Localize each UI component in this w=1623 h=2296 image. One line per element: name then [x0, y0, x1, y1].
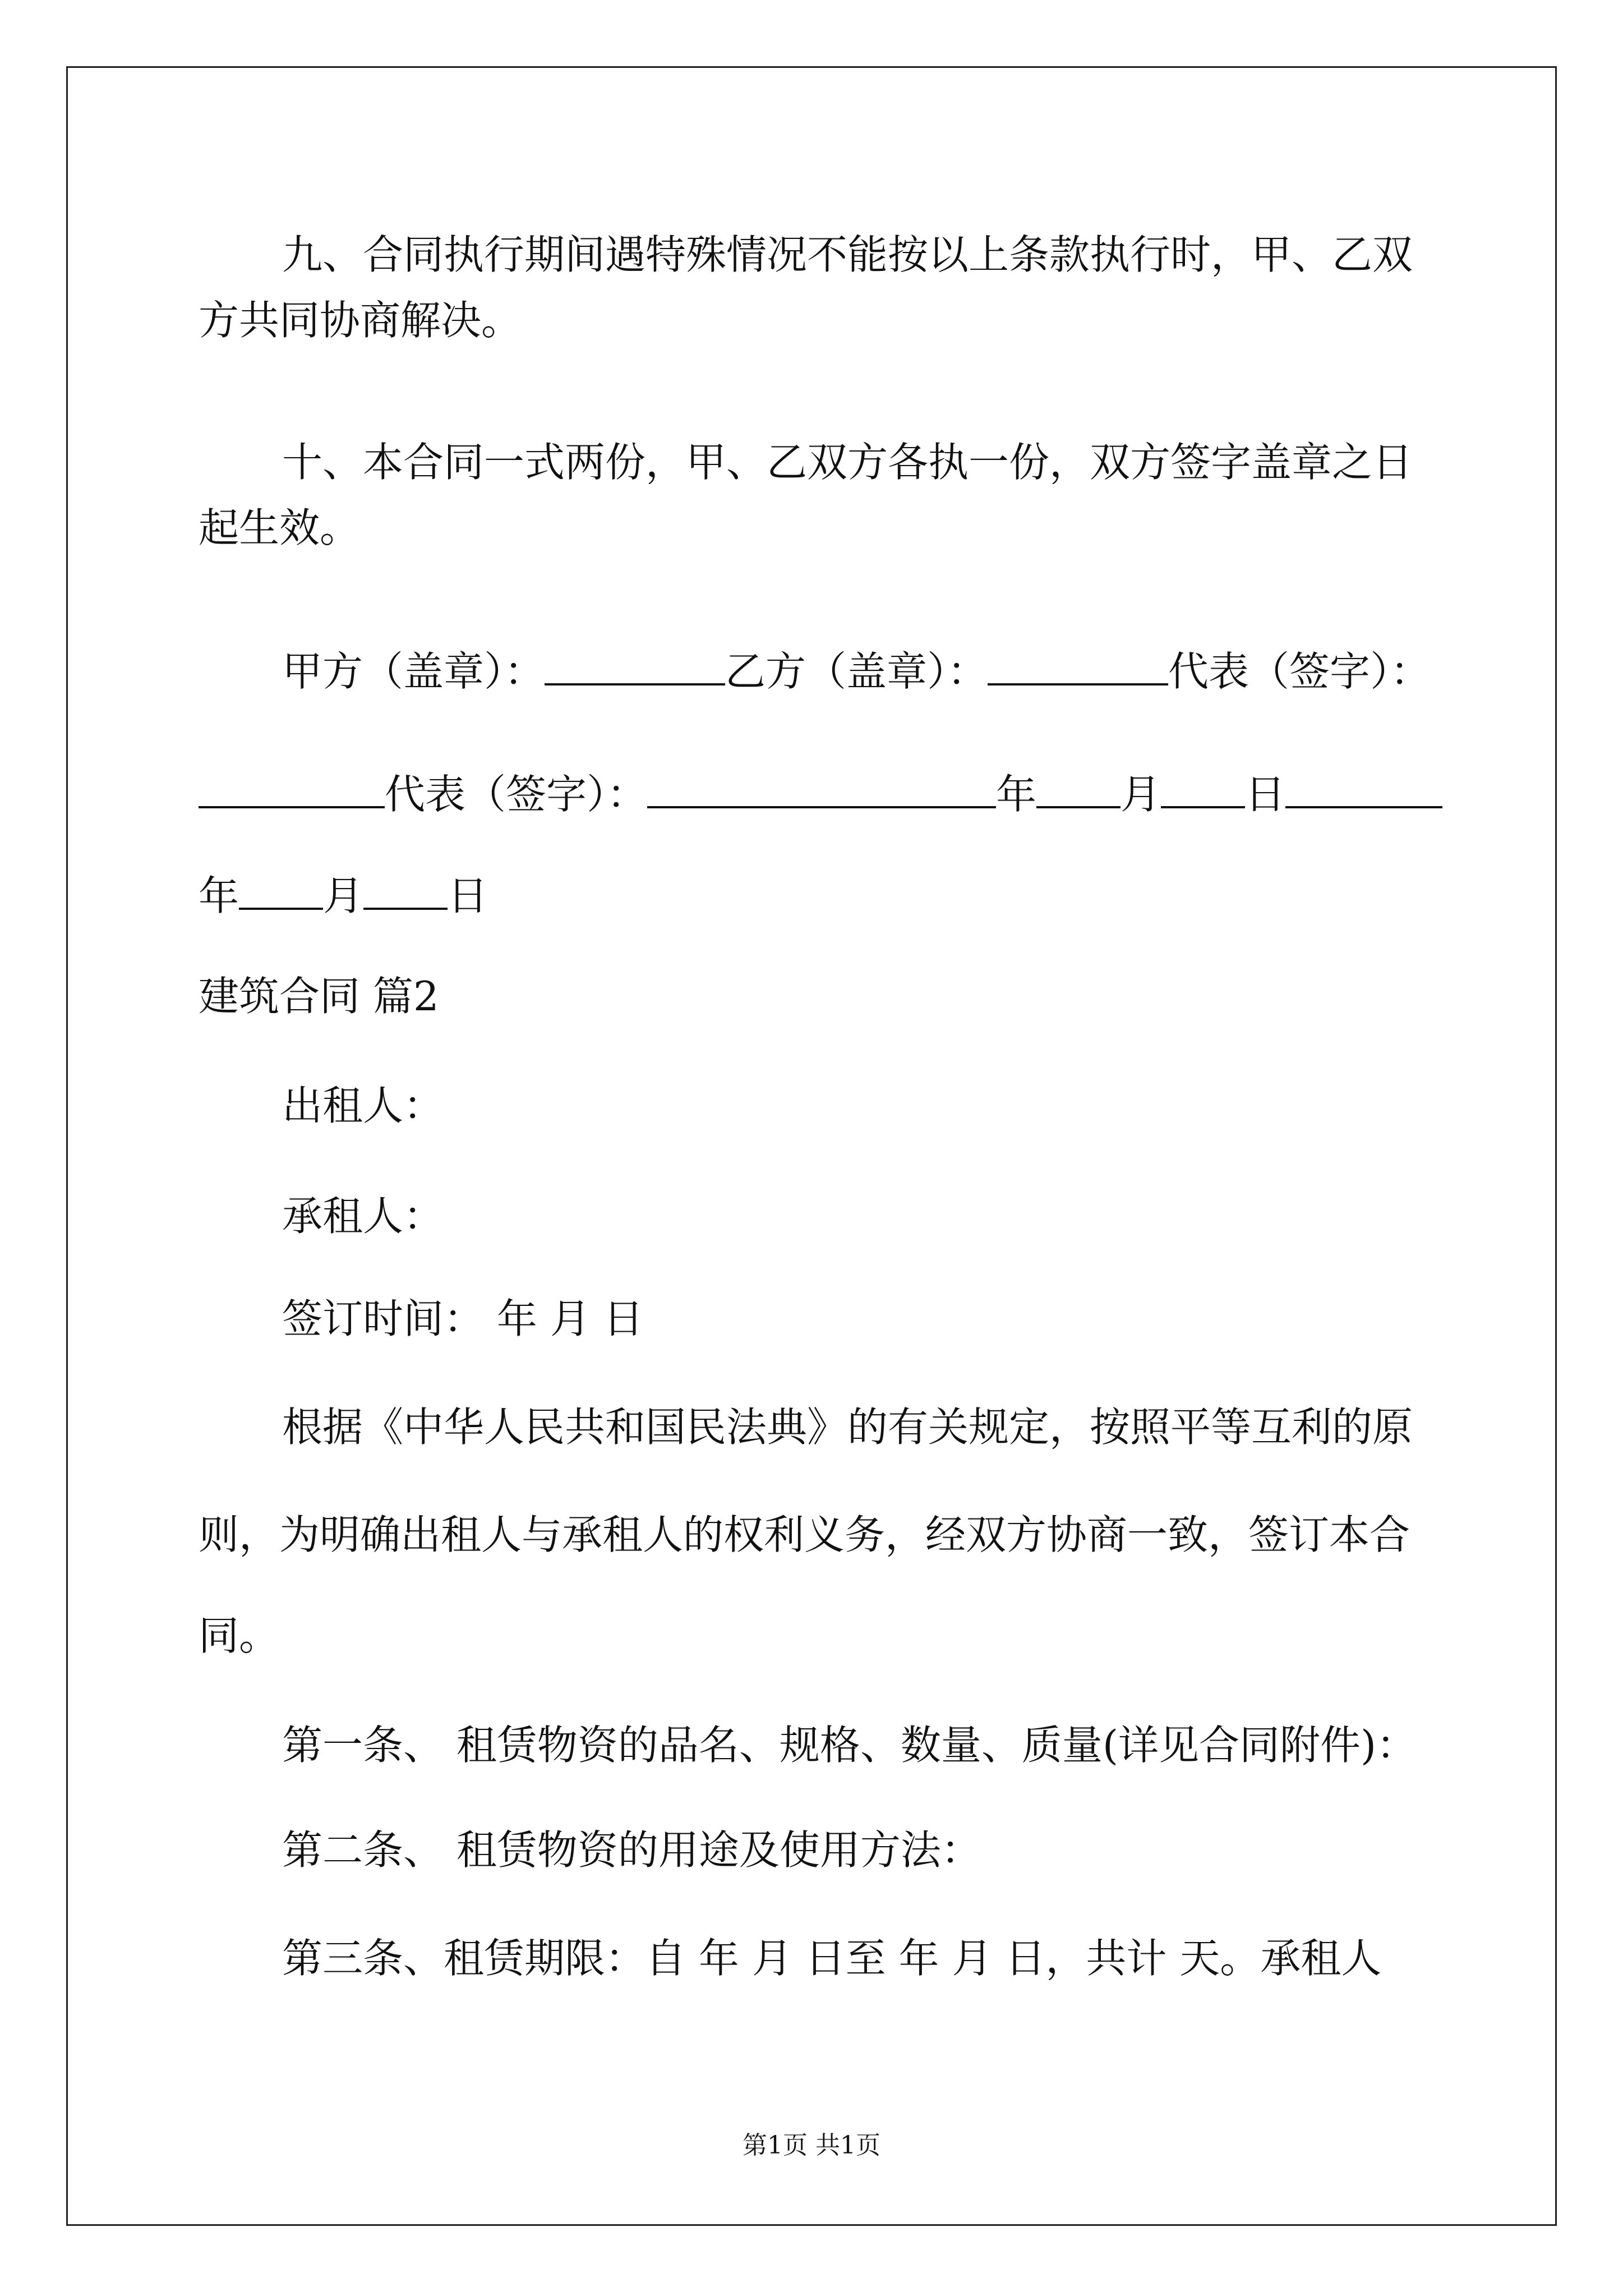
- lessee-label: 承租人：: [282, 1193, 444, 1240]
- page-footer: 第1页 共1页: [743, 2131, 880, 2160]
- month-blank-a: [1036, 772, 1121, 808]
- signature-line-3: [199, 872, 488, 919]
- clause-10-line-2: 起生效。: [199, 504, 361, 551]
- day-blank-a: [1161, 772, 1245, 808]
- lessor-label: 出租人：: [282, 1082, 444, 1129]
- day-label-b: 日: [448, 872, 488, 919]
- rep-a-blank: [199, 772, 385, 808]
- rep-a-sign-label: 代表（签字）：: [1168, 648, 1431, 695]
- article-2: 第二条、 租赁物资的用途及使用方法：: [282, 1826, 981, 1874]
- party-a-blank: [545, 650, 725, 685]
- rep-b-sign-label: 代表（签字）：: [385, 771, 648, 818]
- clause-9-line-1: 九、合同执行期间遇特殊情况不能按以上条款执行时，甲、乙双: [282, 231, 1413, 278]
- article-3: 第三条、租赁期限：自 年 月 日至 年 月 日，共计 天。承租人: [282, 1935, 1382, 1982]
- party-b-seal-label: 乙方（盖章）：: [725, 648, 988, 695]
- preamble-line-3: 同。: [199, 1612, 280, 1659]
- date-b-blank: [1285, 772, 1442, 808]
- month-label-b: 月: [323, 872, 364, 919]
- party-a-seal-label: 甲方（盖章）：: [282, 648, 545, 695]
- preamble-line-2: 则，为明确出租人与承租人的权利义务，经双方协商一致，签订本合: [199, 1511, 1410, 1558]
- page-border: [66, 66, 1557, 2226]
- signature-line-2: [199, 771, 1442, 818]
- year-label-b: 年: [199, 872, 239, 919]
- signature-line-1: [282, 648, 1431, 695]
- article-1: 第一条、 租赁物资的品名、规格、数量、质量(详见合同附件)：: [282, 1722, 1417, 1769]
- year-label-a: 年: [996, 771, 1037, 818]
- month-blank-b: [239, 874, 323, 910]
- clause-9-line-2: 方共同协商解决。: [199, 297, 522, 344]
- party-b-blank: [988, 650, 1168, 685]
- clause-10-line-1: 十、本合同一式两份，甲、乙双方各执一份，双方签字盖章之日: [282, 439, 1413, 486]
- day-label-a: 日: [1245, 771, 1286, 818]
- month-label-a: 月: [1121, 771, 1161, 818]
- sign-date: 签订时间： 年 月 日: [282, 1295, 644, 1342]
- preamble-line-1: 根据《中华人民共和国民法典》的有关规定，按照平等互利的原: [282, 1404, 1413, 1451]
- day-blank-b: [363, 874, 448, 910]
- section-title: 建筑合同 篇2: [199, 973, 439, 1020]
- rep-b-blank: [647, 772, 996, 808]
